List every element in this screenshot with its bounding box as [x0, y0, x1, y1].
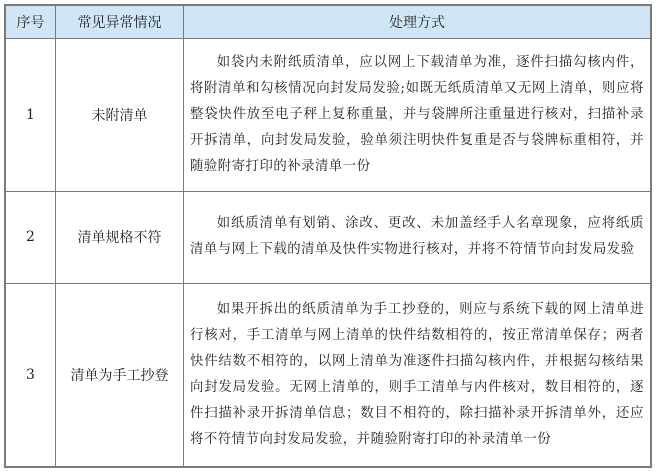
- row-issue: 未附清单: [56, 39, 184, 192]
- table-row: [6, 191, 651, 283]
- table-row: [6, 39, 651, 192]
- row-number: 2: [6, 191, 56, 283]
- row-number: 3: [6, 284, 56, 467]
- method-text: 如纸质清单有划销、涂改、更改、未加盖经手人名章现象，应将纸质清单与网上下载的清单及快件实物进行核对，并将不符情节向封发局发验: [190, 216, 644, 258]
- header-number: 序号: [6, 6, 56, 39]
- header-issue: 常见异常情况: [56, 6, 184, 39]
- row-method: [184, 39, 651, 192]
- method-text: 如果开拆出的纸质清单为手工抄登的，则应与系统下载的网上清单进行核对，手工清单与网上清单的快件结数相符的，按正常清单保存；两者快件结数不相符的，以网上清单为准逐件扫描勾核内件，并根据勾核结果向封发局发验。无网上清单的，则手工清单与内件核对，数目相符的，逐件扫描补录开拆清单信息；数目不相符的，除扫描补录开拆清单外，还应将不符情节向封发局发验，并随验附寄打印的补录清单一份: [190, 302, 644, 448]
- exception-handling-table: [4, 4, 652, 468]
- table: [5, 5, 651, 467]
- method-text: 如袋内未附纸质清单，应以网上下载清单为准，逐件扫描勾核内件，将附清单和勾核情况向封发局发验;如既无纸质清单又无网上清单，则应将整袋快件放至电子秤上复称重量，并与袋牌所注重量进行核对，扫描补录开拆清单，向封发局发验，验单须注明快件复重是否与袋牌标重相符，并随验附寄打印的补录清单一份: [190, 54, 644, 174]
- header-method: 处理方式: [184, 6, 651, 39]
- row-issue: 清单为手工抄登: [56, 284, 184, 467]
- table-row: [6, 284, 651, 467]
- row-issue: 清单规格不符: [56, 191, 184, 283]
- row-method: [184, 284, 651, 467]
- row-number: 1: [6, 39, 56, 192]
- header-row: [6, 6, 651, 39]
- row-method: [184, 191, 651, 283]
